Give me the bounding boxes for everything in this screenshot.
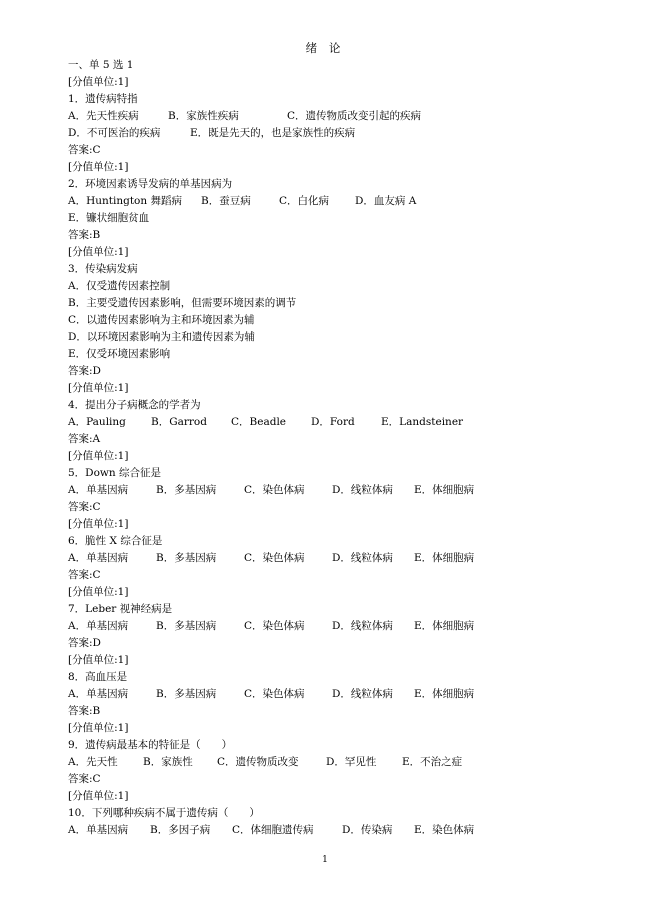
option-row [68, 822, 628, 839]
option: D．以环境因素影响为主和遗传因素为辅 [68, 331, 255, 343]
option: A．Huntington 舞蹈病 [68, 195, 182, 207]
option: E．体细胞病 [414, 484, 475, 496]
question-stem: 2．环境因素诱导发病的单基因病为 [68, 178, 233, 190]
option: D．线粒体病 [332, 688, 393, 700]
answer: 答案:D [68, 637, 101, 649]
option: C．染色体病 [244, 688, 305, 700]
question-stem: 4．提出分子病概念的学者为 [68, 399, 201, 411]
score-unit: [分值单位:1] [68, 586, 129, 598]
option-row [68, 108, 628, 125]
option: A．先天性疾病 [68, 110, 139, 122]
option-row [68, 193, 628, 210]
option: C．以遗传因素影响为主和环境因素为辅 [68, 314, 255, 326]
option: D．线粒体病 [332, 552, 393, 564]
option: C．遗传物质改变 [217, 756, 299, 768]
option: A．单基因病 [68, 484, 129, 496]
option: C．Beadle [231, 416, 287, 428]
option-row [68, 482, 628, 499]
option: C．遗传物质改变引起的疾病 [287, 110, 422, 122]
option: B．多基因病 [156, 552, 217, 564]
option: D．线粒体病 [332, 484, 393, 496]
option: E．染色体病 [414, 824, 475, 836]
score-unit: [分值单位:1] [68, 518, 129, 530]
option: D．Ford [311, 416, 355, 428]
option: A．仅受遗传因素控制 [68, 280, 171, 292]
answer: 答案:C [68, 569, 101, 581]
option: C．体细胞遗传病 [232, 824, 314, 836]
option: A．单基因病 [68, 824, 129, 836]
option: A．单基因病 [68, 688, 129, 700]
option-row [68, 686, 628, 703]
answer: 答案:C [68, 501, 101, 513]
option: B．Garrod [151, 416, 207, 428]
option: D．罕见性 [326, 756, 377, 768]
option: C．白化病 [279, 195, 330, 207]
option-row [68, 414, 628, 431]
option: B．多基因病 [156, 484, 217, 496]
score-unit: [分值单位:1] [68, 76, 129, 88]
option: A．Pauling [68, 416, 126, 428]
option: E．体细胞病 [414, 620, 475, 632]
score-unit: [分值单位:1] [68, 246, 129, 258]
option-row [68, 754, 628, 771]
option-row [68, 550, 628, 567]
page-number: 1 [322, 855, 328, 865]
question-stem: 8．高血压是 [68, 671, 128, 683]
answer: 答案:C [68, 144, 101, 156]
option: A．先天性 [68, 756, 118, 768]
score-unit: [分值单位:1] [68, 722, 129, 734]
answer: 答案:B [68, 705, 101, 717]
option: D．血友病 A [355, 195, 417, 207]
option: E．仅受环境因素影响 [68, 348, 171, 360]
question-stem: 1．遗传病特指 [68, 93, 138, 105]
option-row [68, 618, 628, 635]
answer: 答案:B [68, 229, 101, 241]
document-body [68, 57, 628, 839]
score-unit: [分值单位:1] [68, 161, 129, 173]
question-stem: 7．Leber 视神经病是 [68, 603, 173, 615]
question-stem: 10．下列哪种疾病不属于遗传病（ ） [68, 807, 260, 819]
option: D．不可医治的疾病 [68, 127, 161, 139]
answer: 答案:D [68, 365, 101, 377]
option: E．既是先天的，也是家族性的疾病 [190, 127, 356, 139]
option: E．不治之症 [402, 756, 463, 768]
option: C．染色体病 [244, 484, 305, 496]
question-stem: 6．脆性 X 综合征是 [68, 535, 163, 547]
option: D．传染病 [342, 824, 393, 836]
question-stem: 3．传染病发病 [68, 263, 138, 275]
answer: 答案:C [68, 773, 101, 785]
score-unit: [分值单位:1] [68, 790, 129, 802]
score-unit: [分值单位:1] [68, 450, 129, 462]
score-unit: [分值单位:1] [68, 382, 129, 394]
option: A．单基因病 [68, 620, 129, 632]
option: B．家族性 [143, 756, 193, 768]
option-row [68, 125, 628, 142]
question-stem: 9．遗传病最基本的特征是（ ） [68, 739, 233, 751]
question-stem: 5．Down 综合征是 [68, 467, 162, 479]
option: B．多基因病 [156, 620, 217, 632]
option: E．镰状细胞贫血 [68, 212, 150, 224]
option: C．染色体病 [244, 620, 305, 632]
option: B．多基因病 [156, 688, 217, 700]
option: C．染色体病 [244, 552, 305, 564]
option: B．主要受遗传因素影响，但需要环境因素的调节 [68, 297, 297, 309]
option: B．家族性疾病 [168, 110, 239, 122]
page-title: 绪 论 [305, 41, 345, 55]
option: B．多因子病 [150, 824, 211, 836]
option: E．体细胞病 [414, 688, 475, 700]
option: B．蚕豆病 [201, 195, 251, 207]
option: E．Landsteiner [381, 416, 464, 428]
option: A．单基因病 [68, 552, 129, 564]
answer: 答案:A [68, 433, 101, 445]
option: D．线粒体病 [332, 620, 393, 632]
option: E．体细胞病 [414, 552, 475, 564]
score-unit: [分值单位:1] [68, 654, 129, 666]
section-heading: 一、单 5 选 1 [68, 59, 134, 71]
